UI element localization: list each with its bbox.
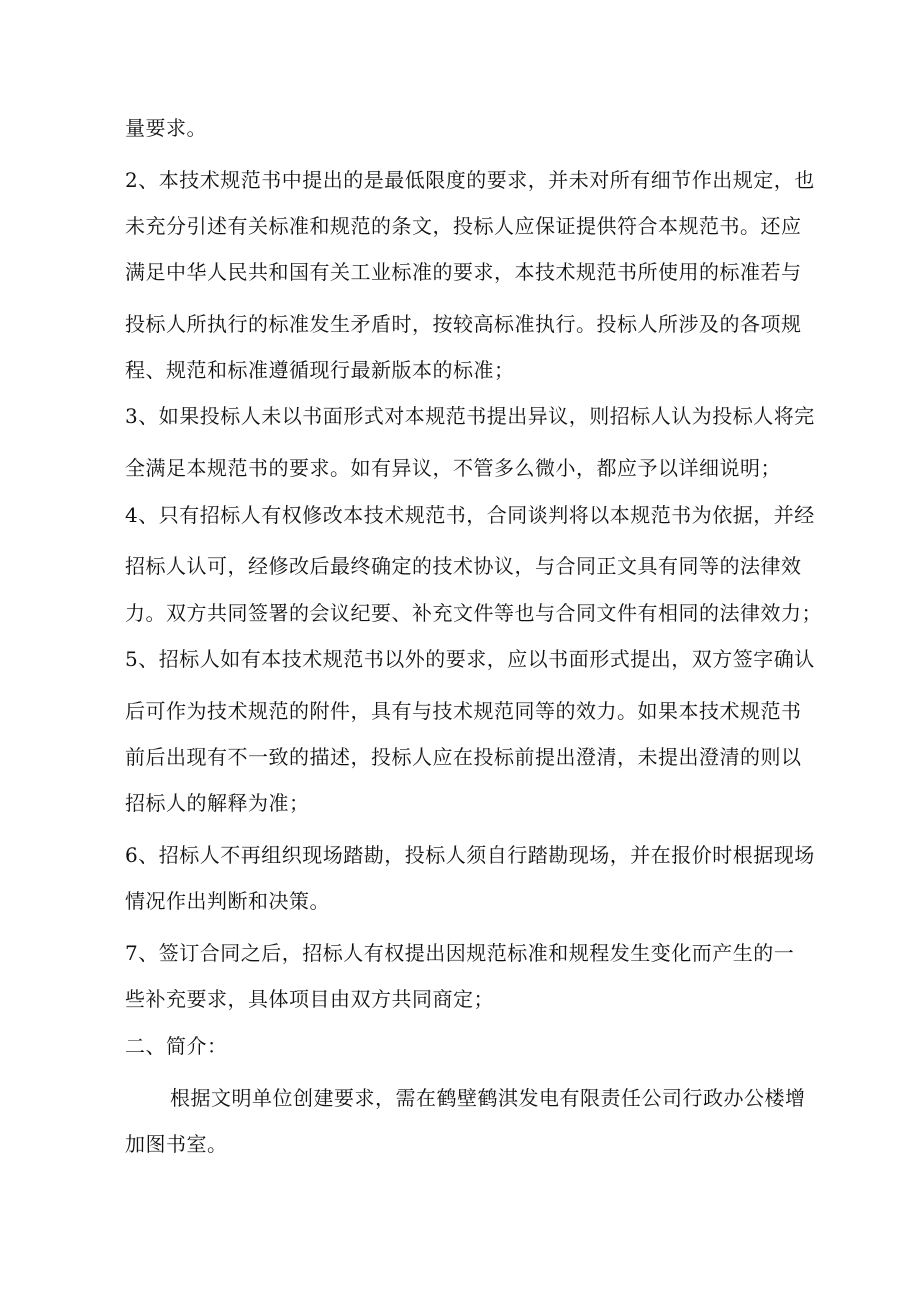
text-line: 根据文明单位创建要求，需在鹤壁鹤淇发电有限责任公司行政办公楼增 [170, 1086, 806, 1110]
text-line: 招标人的解释为准； [125, 791, 310, 815]
text-line: 5、招标人如有本技术规范书以外的要求，应以书面形式提出，双方签字确认 [125, 647, 815, 671]
text-line: 全满足本规范书的要求。如有异议，不管多么微小，都应予以详细说明； [125, 456, 781, 480]
text-line: 4、只有招标人有权修改本技术规范书，合同谈判将以本规范书为依据，并经 [125, 503, 815, 527]
text-line: 情况作出判断和决策。 [125, 889, 330, 913]
text-line: 6、招标人不再组织现场踏勘，投标人须自行踏勘现场，并在报价时根据现场 [125, 843, 815, 867]
section-heading: 二、简介： [125, 1034, 228, 1058]
text-line: 前后出现有不一致的描述，投标人应在投标前提出澄清，未提出澄清的则以 [125, 745, 802, 769]
text-line: 后可作为技术规范的附件，具有与技术规范同等的效力。如果本技术规范书 [125, 699, 802, 723]
text-line: 7、签订合同之后，招标人有权提出因规范标准和规程发生变化而产生的一 [125, 941, 795, 965]
text-line: 程、规范和标准遵循现行最新版本的标准； [125, 358, 515, 382]
text-line: 加图书室。 [125, 1132, 228, 1156]
text-line: 未充分引述有关标准和规范的条文，投标人应保证提供符合本规范书。还应 [125, 214, 802, 238]
text-line: 投标人所执行的标准发生矛盾时，按较高标准执行。投标人所涉及的各项规 [125, 312, 802, 336]
text-line: 量要求。 [125, 116, 207, 140]
text-line: 力。双方共同签署的会议纪要、补充文件等也与合同文件有相同的法律效力； [125, 601, 822, 625]
text-line: 3、如果投标人未以书面形式对本规范书提出异议，则招标人认为投标人将完 [125, 404, 815, 428]
text-line: 些补充要求，具体项目由双方共同商定； [125, 987, 494, 1011]
text-line: 满足中华人民共和国有关工业标准的要求，本技术规范书所使用的标准若与 [125, 260, 802, 284]
text-line: 2、本技术规范书中提出的是最低限度的要求，并未对所有细节作出规定，也 [125, 168, 815, 192]
text-line: 招标人认可，经修改后最终确定的技术协议，与合同正文具有同等的法律效 [125, 554, 802, 578]
